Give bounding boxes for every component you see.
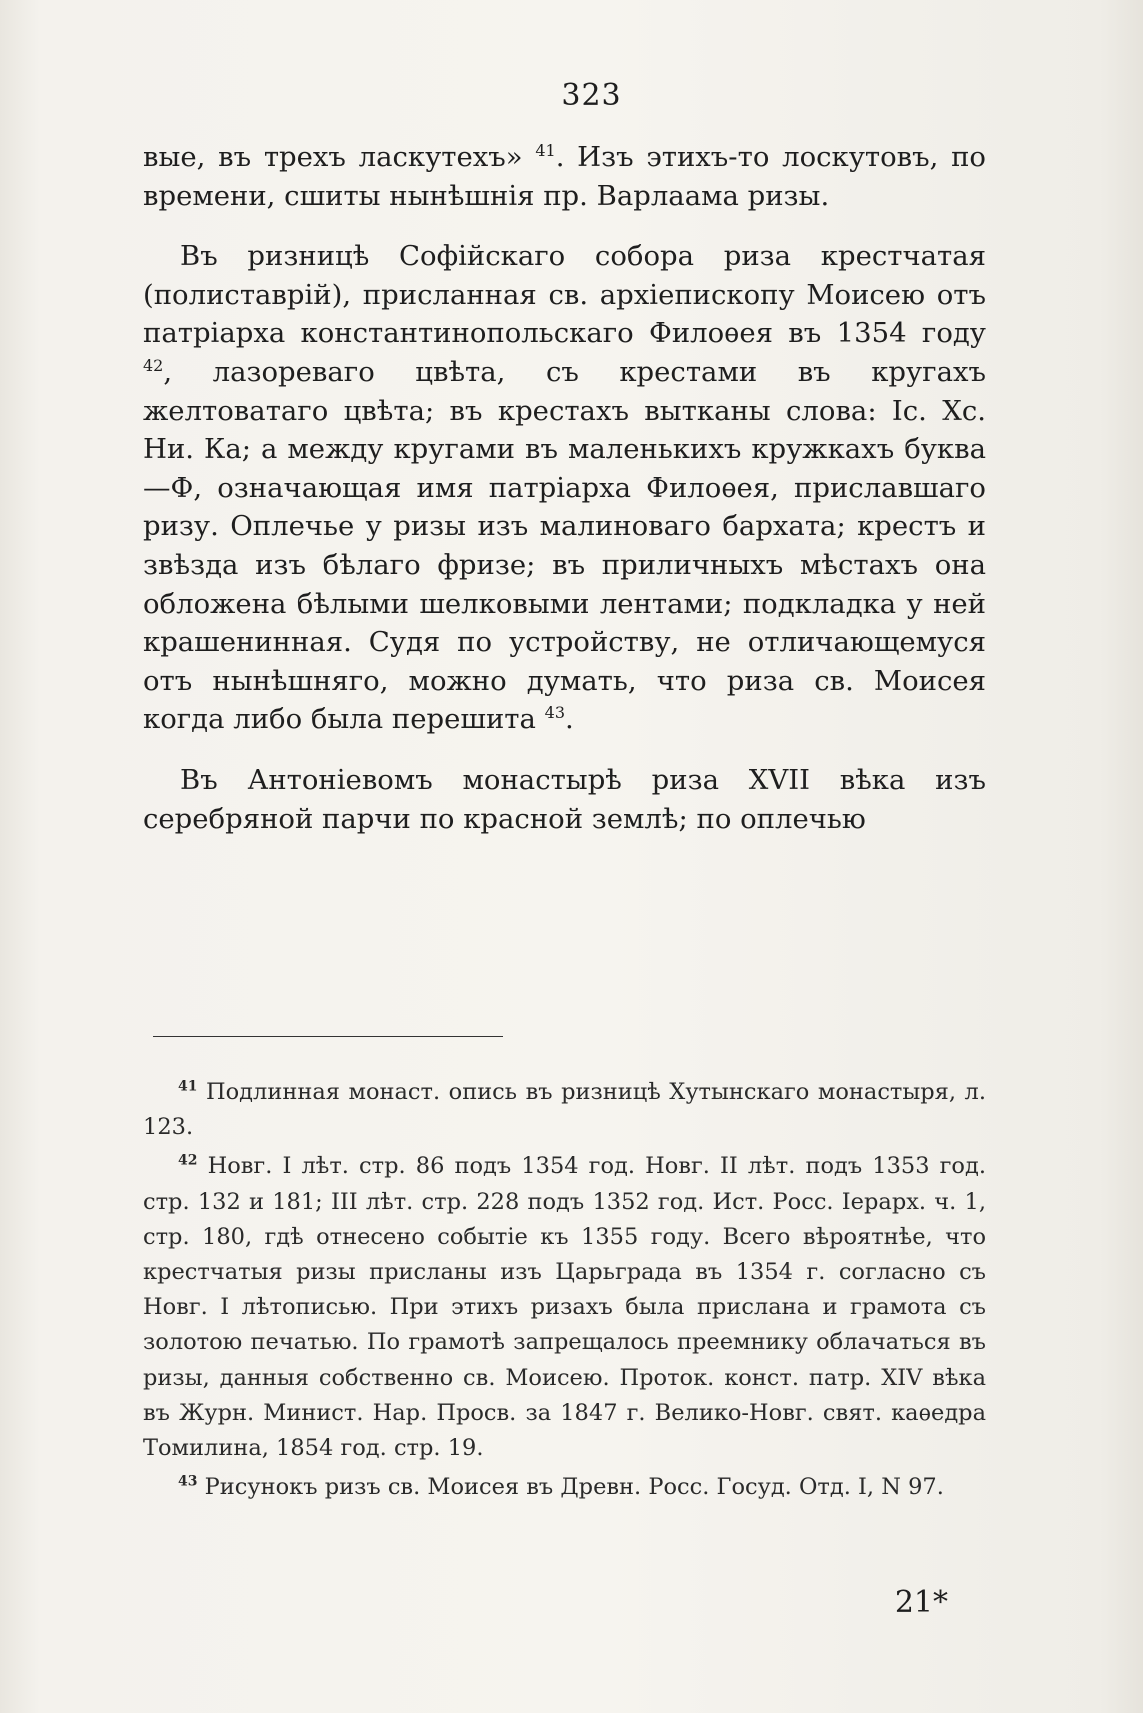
footnote-number: 43 [178,1473,198,1490]
paragraph-text: Въ Антоніевомъ монастырѣ риза XVII вѣка изъ серебряной парчи по красной землѣ; по оплечью [143,763,986,835]
paragraph-text: , лазореваго цвѣта, съ крестами въ кругахъ желтоватаго цвѣта; въ крестахъ вытканы слова: Іс. Хс. Ни. Ка; а между кругами въ маленькихъ кружкахъ буква —Ф, означающая имя патріарха Филоѳея, приславшаго ризу. Оплечье у ризы изъ малиноваго бархата; крестъ и звѣзда изъ бѣлаго фризе; въ приличныхъ мѣстахъ она обложена бѣлыми шелковыми лентами; подкладка у ней крашенинная. Судя по устройству, не отличающемуся отъ нынѣшняго, можно думать, что риза св. Моисея когда либо была перешита [143,355,986,736]
paragraph-text: вые, въ трехъ ласкутехъ» [143,141,536,173]
footnote-text: Новг. I лѣт. стр. 86 подъ 1354 год. Новг. II лѣт. подъ 1353 год. стр. 132 и 181; III лѣт. стр. 228 подъ 1352 год. Ист. Росс. Іерарх. ч. 1, стр. 180, гдѣ отнесено событіе къ 1355 году. Всего вѣроятнѣе, что крестчатыя ризы присланы изъ Царьграда въ 1354 г. согласно съ Новг. I лѣтописью. При этихъ ризахъ была прислана и грамота съ золотою печатью. По грамотѣ запрещалось преемнику облачаться въ ризы, данныя собственно св. Моисею. Проток. конст. патр. XIV вѣка въ Журн. Минист. Нар. Просв. за 1847 г. Велико-Новг. свят. каѳедра Томилина, 1854 год. стр. 19. [143,1153,986,1462]
footnote-ref-43: 43 [544,703,566,723]
paragraph-1 [143,138,986,215]
footnote-number: 42 [178,1152,198,1169]
paragraph-text: . [565,703,574,736]
printer-signature: 21* [894,1585,948,1620]
page-number: 323 [561,78,622,113]
footnote-43 [143,1470,986,1505]
footnote-ref-41: 41 [535,140,556,160]
paragraph-text: . Изъ этихъ-то лоскутовъ, по времени, сшиты нынѣшнія пр. Варлаама ризы. [143,141,986,212]
footnotes [143,1075,986,1509]
footnote-text: Рисунокъ ризъ св. Моисея въ Древн. Росс. Госуд. Отд. I, N 97. [204,1474,944,1501]
paragraph-2 [143,237,986,739]
footnote-divider [153,1036,503,1037]
footnote-41 [143,1075,986,1145]
footnote-text: Подлинная монаст. опись въ ризницѣ Хутынскаго монастыря, л. 123. [143,1079,986,1141]
main-text [143,138,986,860]
footnote-number: 41 [178,1078,198,1095]
footnote-42 [143,1149,986,1466]
paragraph-3 [143,761,986,838]
paragraph-text: Въ ризницѣ Софійскаго собора риза крестчатая (полиставрій), присланная св. архіепископу Моисею отъ патріарха константинопольскаго Филоѳея въ 1354 году [143,240,986,350]
footnote-ref-42: 42 [143,355,164,375]
